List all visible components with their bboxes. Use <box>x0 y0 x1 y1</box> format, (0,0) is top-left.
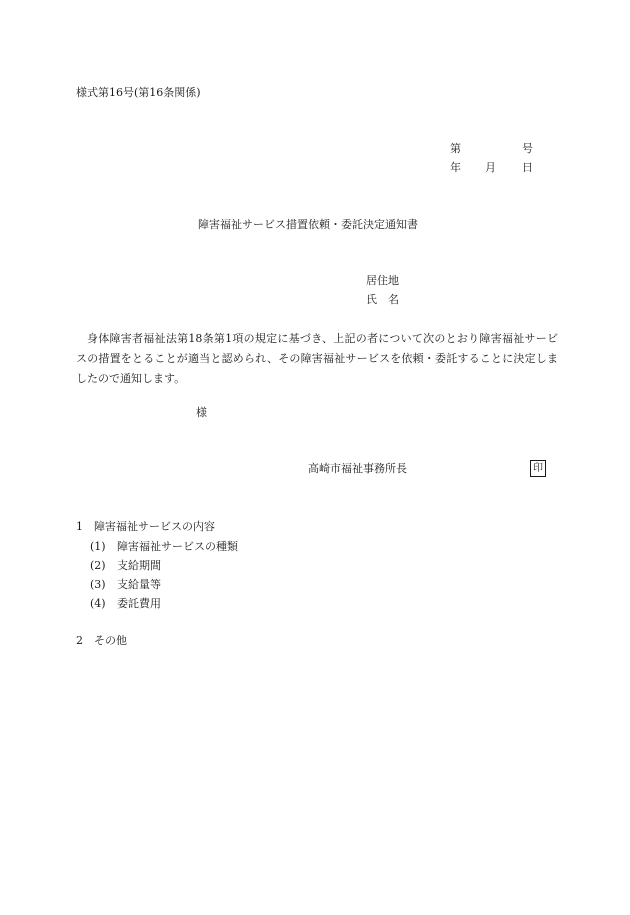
list-item-label: 委託費用 <box>117 597 161 610</box>
seal-stamp-box: 印 <box>530 460 546 477</box>
date-day-label: 日 <box>522 161 533 174</box>
date-year-label: 年 <box>450 161 461 174</box>
issuer-name: 高崎市福祉事務所長 <box>308 462 407 475</box>
list-item-number: (3) <box>90 578 106 591</box>
list-item-number: (1) <box>90 540 106 553</box>
section-number: 2 <box>76 634 83 647</box>
address-label: 居住地 <box>366 274 399 287</box>
list-item-label: 支給期間 <box>117 559 161 572</box>
list-item-label: 支給量等 <box>117 578 161 591</box>
section-2-heading <box>76 634 127 648</box>
body-paragraph: 身体障害者福祉法第18条第1項の規定に基づき、上記の者について次のとおり障害福祉サービスの措置をとることが適当と認められ、その障害福祉サービスを依頼・委託することに決定しましたので通知します。 <box>76 332 558 385</box>
document-title: 障害福祉サービス措置依頼・委託決定通知書 <box>198 218 418 231</box>
form-number: 様式第16号(第16条関係) <box>76 86 201 99</box>
section-number: 1 <box>76 520 83 533</box>
section-1-heading <box>76 520 215 534</box>
list-item <box>90 597 161 611</box>
date-month-label: 月 <box>485 161 496 174</box>
list-item <box>90 578 161 592</box>
list-item-label: 障害福祉サービスの種類 <box>117 540 238 553</box>
addressee-honorific: 様 <box>196 406 207 419</box>
section-title: その他 <box>94 634 127 647</box>
list-item-number: (4) <box>90 597 106 610</box>
document-number-suffix: 号 <box>522 142 533 155</box>
name-label: 氏 名 <box>366 293 399 306</box>
document-number-label: 第 <box>450 142 461 155</box>
section-title: 障害福祉サービスの内容 <box>94 520 215 533</box>
list-item <box>90 559 161 573</box>
list-item-number: (2) <box>90 559 106 572</box>
list-item <box>90 540 238 554</box>
